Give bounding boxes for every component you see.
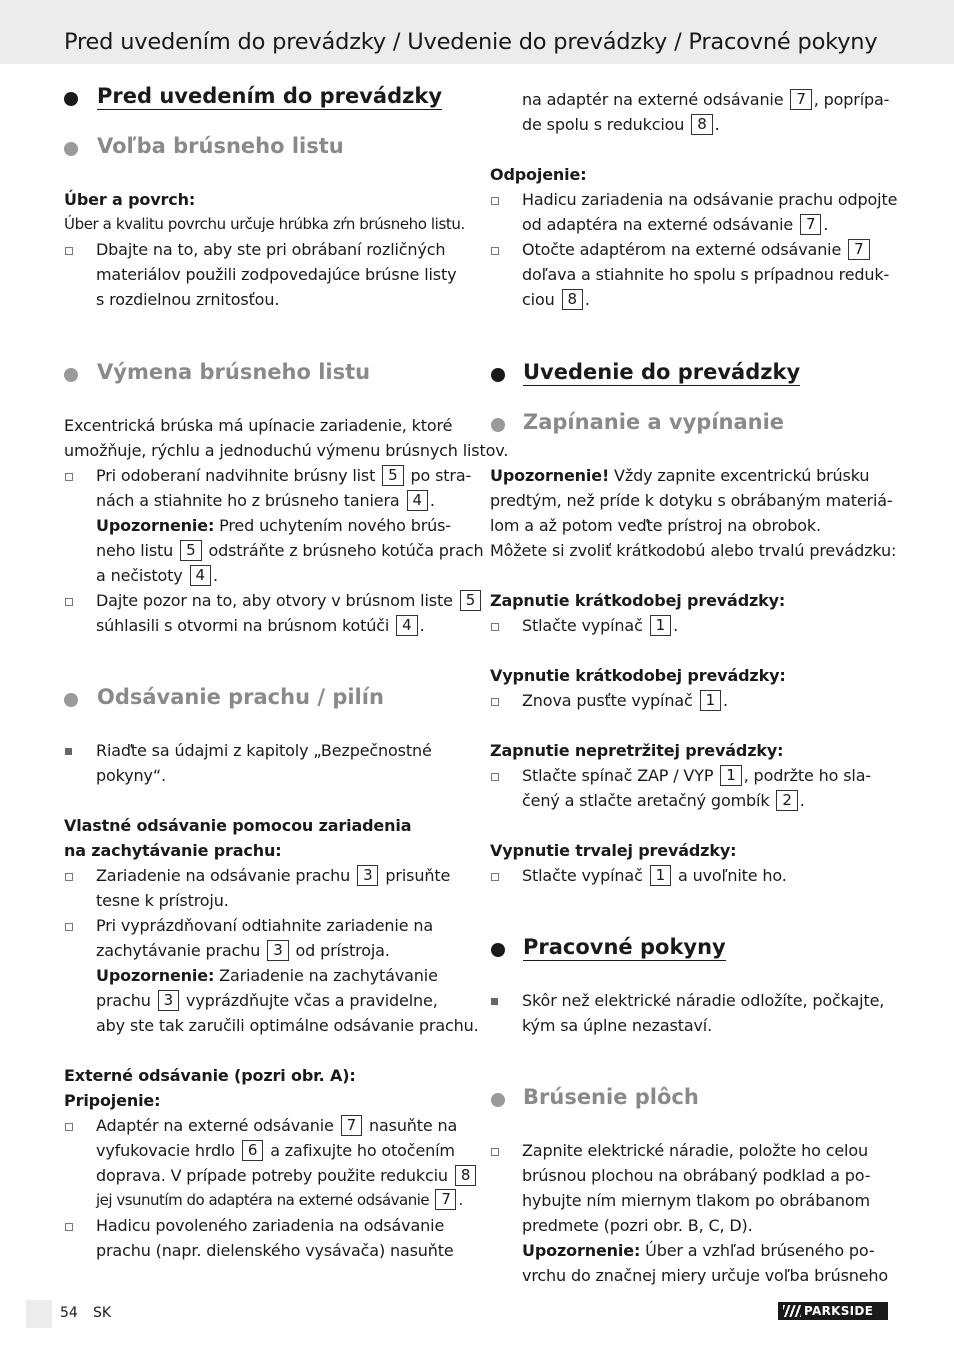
paragraph-heading: Zapnutie nepretržitej prevádzky: — [490, 741, 784, 760]
reference-number: 4 — [190, 565, 211, 586]
reference-number: 7 — [800, 214, 821, 235]
subsection-heading: Voľba brúsneho listu — [97, 134, 344, 158]
heading-bullet-icon — [491, 418, 505, 432]
list-item-line: tesne k prístroju. — [96, 891, 229, 910]
list-item-line: zachytávanie prachu 3 od prístroja. — [96, 941, 390, 960]
list-item-line: Zapnite elektrické náradie, položte ho celou — [522, 1141, 868, 1160]
note-line: a nečistoty 4 . — [96, 566, 218, 585]
reference-number: 4 — [396, 615, 417, 636]
list-item-line: de spolu s redukciou 8 . — [522, 115, 720, 134]
checkbox-bullet-icon — [491, 1148, 499, 1156]
list-item-line: Dbajte na to, aby ste pri obrábaní rozličných — [96, 240, 446, 259]
checkbox-bullet-icon — [65, 1223, 73, 1231]
list-item-line: Hadicu zariadenia na odsávanie prachu odpojte — [522, 190, 898, 209]
page-number-box — [26, 1300, 52, 1328]
page-footer — [26, 1300, 110, 1328]
paragraph-heading: Vypnutie trvalej prevádzky: — [490, 841, 737, 860]
checkbox-bullet-icon — [491, 873, 499, 881]
checkbox-bullet-icon — [65, 923, 73, 931]
paragraph-heading: Vypnutie krátkodobej prevádzky: — [490, 666, 786, 685]
reference-number: 6 — [242, 1140, 263, 1161]
reference-number: 7 — [790, 89, 811, 110]
paragraph-heading: na zachytávanie prachu: — [64, 841, 282, 860]
paragraph-heading: Externé odsávanie (pozri obr. A): — [64, 1066, 356, 1085]
heading-bullet-icon — [64, 693, 78, 707]
subsection-heading: Zapínanie a vypínanie — [523, 410, 785, 434]
reference-number: 1 — [700, 690, 721, 711]
checkbox-bullet-icon — [65, 873, 73, 881]
list-item-line: Znova pusťte vypínač 1 . — [522, 691, 728, 710]
paragraph-line: lom a až potom veďte prístroj na obrobok. — [490, 516, 821, 535]
list-item-line: materiálov použili zodpovedajúce brúsne listy — [96, 265, 457, 284]
subsection-heading: Odsávanie prachu / pilín — [97, 685, 384, 709]
note-line: Upozornenie: Pred uchytením nového brús- — [96, 516, 451, 535]
reference-number: 1 — [720, 765, 741, 786]
checkbox-bullet-icon — [491, 197, 499, 205]
reference-number: 7 — [341, 1115, 362, 1136]
list-item-line: nách a stiahnite ho z brúsneho taniera 4 . — [96, 491, 435, 510]
list-item-line: pokyny“. — [96, 766, 166, 785]
checkbox-bullet-icon — [65, 598, 73, 606]
reference-number: 5 — [382, 465, 403, 486]
note-line: prachu 3 vyprázdňujte včas a pravidelne, — [96, 991, 438, 1010]
brand-logo — [778, 1302, 888, 1320]
section-heading: Pracovné pokyny — [523, 935, 726, 959]
section-heading: Uvedenie do prevádzky — [523, 360, 801, 384]
reference-number: 5 — [180, 540, 201, 561]
page-title: Pred uvedením do prevádzky / Uvedenie do prevádzky / Pracovné pokyny — [64, 29, 878, 55]
note-line: Upozornenie: Úber a vzhľad brúseného po- — [522, 1241, 875, 1260]
list-item-line: vyfukovacie hrdlo 6 a zafixujte ho otočením — [96, 1141, 455, 1160]
checkbox-bullet-icon — [65, 1123, 73, 1131]
paragraph-heading: Odpojenie: — [490, 165, 587, 184]
subsection-heading: Brúsenie plôch — [523, 1085, 699, 1109]
section-heading: Pred uvedením do prevádzky — [97, 84, 443, 108]
list-item-line: predmete (pozri obr. B, C, D). — [522, 1216, 753, 1235]
list-item-line: doľava a stiahnite ho spolu s prípadnou reduk- — [522, 265, 890, 284]
list-item-line: Stlačte spínač ZAP / VYP 1 , podržte ho sla- — [522, 766, 871, 785]
checkbox-bullet-icon — [491, 623, 499, 631]
list-item-line: Hadicu povoleného zariadenia na odsávanie — [96, 1216, 445, 1235]
reference-number: 1 — [650, 615, 671, 636]
list-item-line: Dajte pozor na to, aby otvory v brúsnom liste 5 — [96, 588, 483, 613]
reference-number: 3 — [357, 865, 378, 886]
list-item-line: Pri vyprázdňovaní odtiahnite zariadenie na — [96, 916, 433, 935]
paragraph: Úber a kvalitu povrchu určuje hrúbka zŕn brúsneho listu. — [64, 215, 465, 233]
list-item-line: s rozdielnou zrnitosťou. — [96, 290, 280, 309]
list-item-line: doprava. V prípade potreby použite redukciu 8 — [96, 1163, 478, 1188]
reference-number: 3 — [267, 940, 288, 961]
reference-number: 8 — [562, 289, 583, 310]
page-header — [0, 0, 954, 64]
note-line: neho listu 5 odstráňte z brúsneho kotúča prach — [96, 541, 484, 560]
paragraph-heading: Vlastné odsávanie pomocou zariadenia — [64, 816, 412, 835]
list-item-line: Zariadenie na odsávanie prachu 3 prisuňte — [96, 866, 451, 885]
checkbox-bullet-icon — [491, 773, 499, 781]
reference-number: 8 — [455, 1165, 476, 1186]
heading-bullet-icon — [491, 943, 505, 957]
paragraph-line: Excentrická brúska má upínacie zariadenie, ktoré — [64, 416, 453, 435]
paragraph-heading: Pripojenie: — [64, 1091, 161, 1110]
paragraph-heading: Úber a povrch: — [64, 190, 196, 209]
heading-bullet-icon — [64, 142, 78, 156]
list-item-line: hybujte ním miernym tlakom po obrábanom — [522, 1191, 870, 1210]
paragraph-heading: Zapnutie krátkodobej prevádzky: — [490, 591, 786, 610]
heading-bullet-icon — [64, 92, 78, 106]
list-item-line: Skôr než elektrické náradie odložíte, počkajte, — [522, 991, 885, 1010]
list-item-line: jej vsunutím do adaptéra na externé odsávanie 7 . — [96, 1190, 463, 1209]
note-line: vrchu do značnej miery určuje voľba brúsneho — [522, 1266, 889, 1285]
list-item-line: na adaptér na externé odsávanie 7 , poprípa- — [522, 90, 890, 109]
paragraph-line: Upozornenie! Vždy zapnite excentrickú brúsku — [490, 466, 870, 485]
checkbox-bullet-icon — [491, 247, 499, 255]
square-bullet-icon — [65, 748, 72, 755]
list-item-line: Adaptér na externé odsávanie 7 nasuňte na — [96, 1116, 458, 1135]
square-bullet-icon — [491, 998, 498, 1005]
reference-number: 4 — [407, 490, 428, 511]
reference-number: 3 — [158, 990, 179, 1011]
checkbox-bullet-icon — [491, 698, 499, 706]
list-item-line: Otočte adaptérom na externé odsávanie 7 — [522, 237, 872, 262]
logo-stripes-icon — [783, 1305, 801, 1317]
list-item-line: Stlačte vypínač 1 . — [522, 616, 678, 635]
list-item-line: brúsnou plochou na obrábaný podklad a po- — [522, 1166, 871, 1185]
subsection-heading: Výmena brúsneho listu — [97, 360, 371, 384]
list-item-line: od adaptéra na externé odsávanie 7 . — [522, 215, 829, 234]
list-item-line: súhlasili s otvormi na brúsnom kotúči 4 . — [96, 616, 425, 635]
reference-number: 7 — [435, 1189, 456, 1210]
paragraph-line: umožňuje, rýchlu a jednoduchú výmenu brúsnych listov. — [64, 441, 509, 460]
heading-bullet-icon — [491, 1093, 505, 1107]
note-line: Upozornenie: Zariadenie na zachytávanie — [96, 966, 438, 985]
reference-number: 1 — [650, 865, 671, 886]
list-item-line: Stlačte vypínač 1 a uvoľnite ho. — [522, 866, 787, 885]
checkbox-bullet-icon — [65, 473, 73, 481]
reference-number: 5 — [460, 590, 481, 611]
brand-name: PARKSIDE — [804, 1304, 874, 1318]
reference-number: 8 — [691, 114, 712, 135]
list-item-line: Riaďte sa údajmi z kapitoly „Bezpečnostné — [96, 741, 432, 760]
reference-number: 2 — [776, 790, 797, 811]
list-item-line: ciou 8 . — [522, 290, 590, 309]
language-code: SK — [93, 1305, 112, 1321]
paragraph-line: Môžete si zvoliť krátkodobú alebo trvalú prevádzku: — [490, 541, 897, 560]
reference-number: 7 — [848, 239, 869, 260]
checkbox-bullet-icon — [65, 247, 73, 255]
list-item-line: Pri odoberaní nadvihnite brúsny list 5 po stra- — [96, 466, 472, 485]
heading-bullet-icon — [64, 368, 78, 382]
list-item-line: prachu (napr. dielenského vysávača) nasuňte — [96, 1241, 454, 1260]
heading-bullet-icon — [491, 368, 505, 382]
list-item-line: čený a stlačte aretačný gombík 2 . — [522, 791, 805, 810]
list-item-line: kým sa úplne nezastaví. — [522, 1016, 713, 1035]
note-line: aby ste tak zaručili optimálne odsávanie prachu. — [96, 1016, 479, 1035]
paragraph-line: predtým, než príde k dotyku s obrábaným materiá- — [490, 491, 893, 510]
page-number: 54 — [60, 1305, 78, 1321]
